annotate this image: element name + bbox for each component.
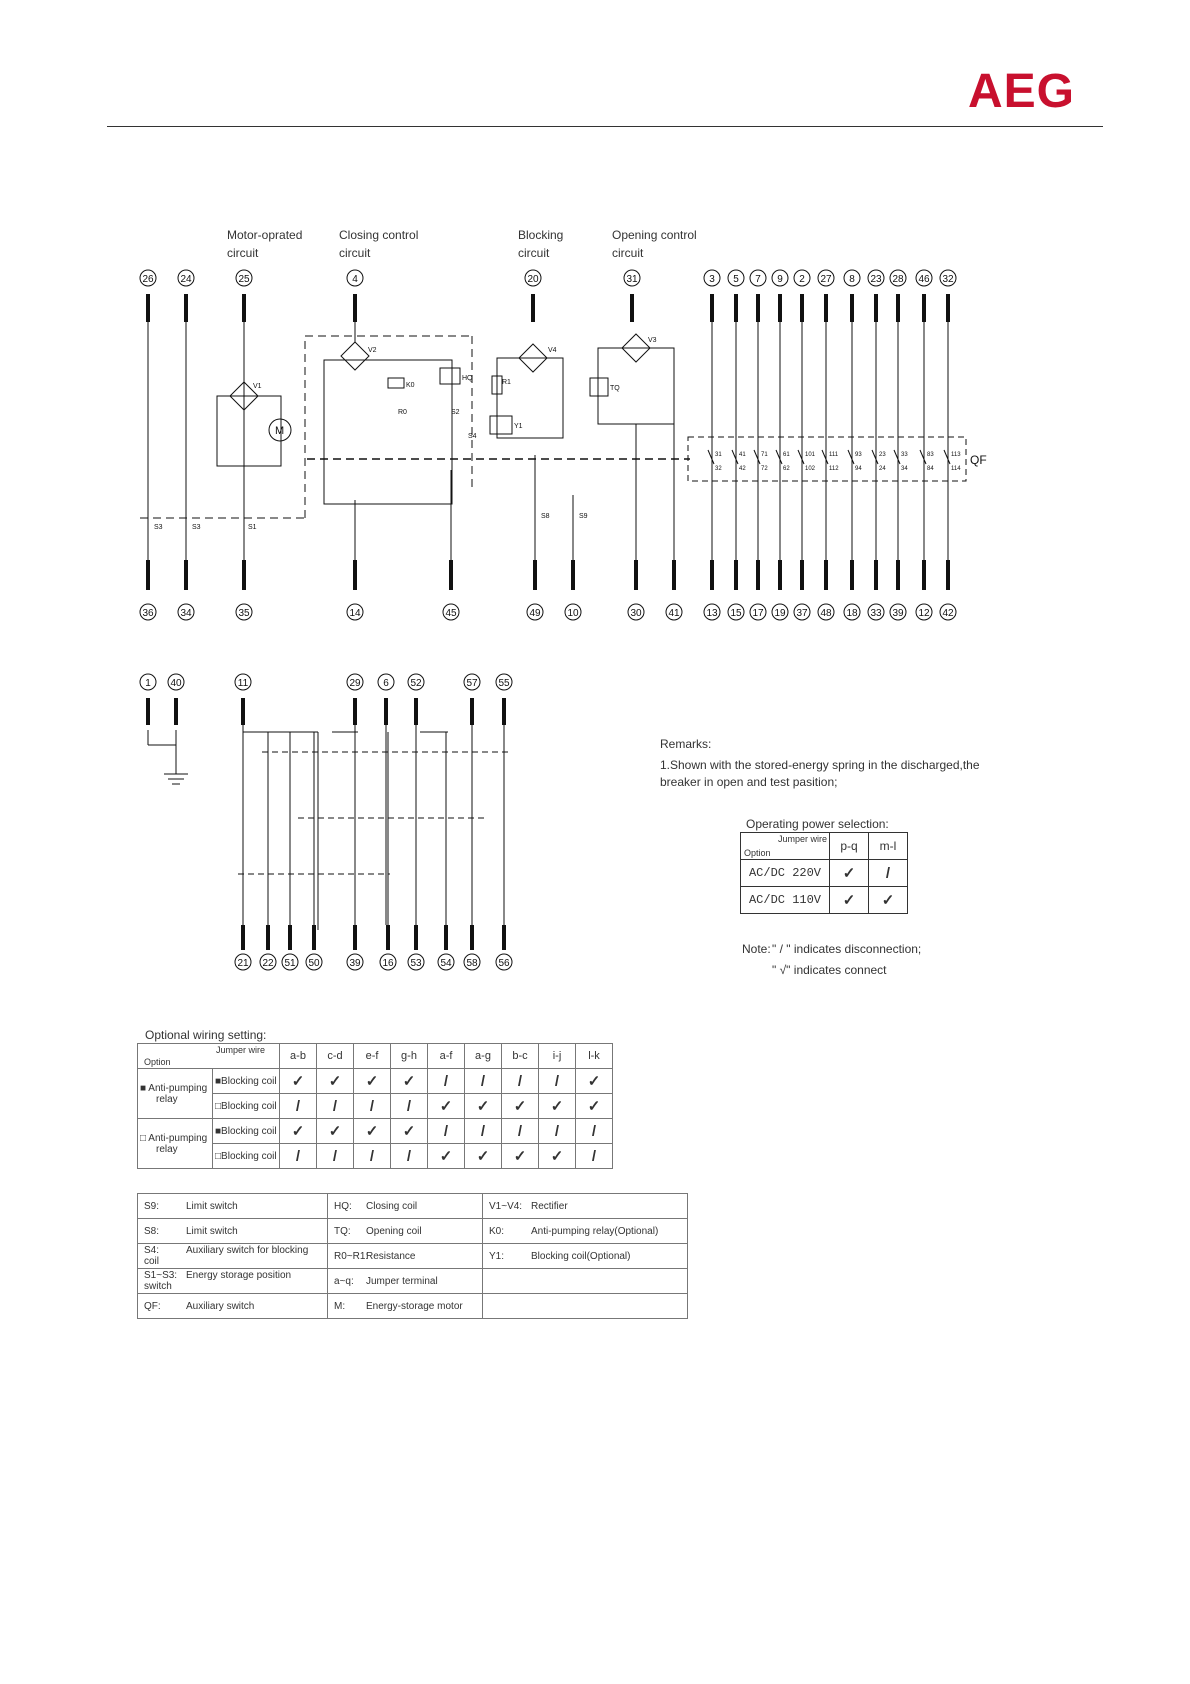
qf-contact (732, 450, 738, 464)
wiring-table: Jumper wire Option a-b c-d e-f g-h a-f a-g b-c i-j l-k ■ Anti-pumping relay ■Blocking coil ✓ ✓ ✓ ✓ / / / / ✓ □Blocking coil / / / / ✓ ✓ ✓ ✓ ✓ □ Anti-pumping relay ■Blocking coil ✓ ✓ ✓ ✓ / / / / / □Blocking coil / / / / ✓ ✓ ✓ ✓ / (137, 1043, 613, 1169)
terminal-bottom: 35 (238, 608, 250, 619)
terminal-aux-top: 6 (383, 678, 389, 689)
qf-contact-label: 93 (855, 452, 862, 458)
svg-text:S9: S9 (579, 513, 588, 520)
terminal-bottom: 34 (180, 608, 192, 619)
terminal-bottom: 30 (630, 608, 642, 619)
terminal-aux-bottom: 22 (262, 958, 274, 969)
qf-contact (754, 450, 760, 464)
svg-text:V1: V1 (253, 383, 262, 390)
legend-row: S9: Limit switch HQ: Closing coil V1~V4: Rectifier (138, 1194, 688, 1219)
terminal-bottom: 33 (870, 608, 882, 619)
qf-contact-label: 113 (951, 452, 961, 458)
title-motor-circuit: Motor-oprated circuit (227, 228, 303, 260)
qf-contact-label: 32 (715, 466, 722, 472)
power-selection-table: Jumper wire Option p-q m-l AC/DC 220V ✓ / AC/DC 110V ✓ ✓ (740, 832, 908, 914)
terminal-bottom: 15 (730, 608, 742, 619)
terminal-aux-bottom: 51 (284, 958, 296, 969)
svg-text:S1: S1 (248, 524, 257, 531)
svg-text:V3: V3 (648, 337, 657, 344)
terminal-aux-bottom: 50 (308, 958, 320, 969)
terminal-top: 28 (892, 274, 904, 285)
svg-text:S2: S2 (451, 409, 460, 416)
svg-text:S3: S3 (192, 524, 201, 531)
svg-text:V2: V2 (368, 347, 377, 354)
legend-row: QF: Auxiliary switch M: Energy-storage motor (138, 1294, 688, 1319)
qf-contact-label: 84 (927, 466, 934, 472)
qf-contact-label: 23 (879, 452, 886, 458)
terminal-aux-bottom: 56 (498, 958, 510, 969)
qf-label: QF (970, 453, 987, 467)
legend-row: S4: Auxiliary switch for blocking coil R0~R1:Resistance Y1: Blocking coil(Optional) (138, 1244, 688, 1269)
terminal-top: 9 (777, 274, 783, 285)
terminal-top: 25 (238, 274, 250, 285)
terminal-top: 46 (918, 274, 930, 285)
qf-contact (872, 450, 878, 464)
legend-table (137, 1193, 688, 1319)
terminal-top: 4 (352, 274, 358, 285)
svg-text:HQ: HQ (462, 375, 473, 382)
terminal-bottom: 48 (820, 608, 832, 619)
note-disconnection: " / " indicates disconnection; (772, 942, 922, 956)
qf-contact-label: 112 (829, 466, 839, 472)
terminal-top: 27 (820, 274, 832, 285)
qf-contact-label: 42 (739, 466, 746, 472)
terminal-bottom: 19 (774, 608, 786, 619)
terminal-bottom: 36 (142, 608, 154, 619)
terminal-bottom: 18 (846, 608, 858, 619)
qf-contact (776, 450, 782, 464)
qf-contact-label: 61 (783, 452, 790, 458)
title-opening-circuit: Opening control circuit (612, 228, 697, 260)
terminal-bottom: 12 (918, 608, 930, 619)
terminal-aux-top: 1 (145, 678, 151, 689)
svg-text:S4: S4 (468, 433, 477, 440)
remarks-line-2: breaker in open and test pasition; (660, 775, 838, 789)
terminal-top: 5 (733, 274, 739, 285)
qf-contact (708, 450, 714, 464)
qf-contact-label: 34 (901, 466, 908, 472)
terminal-top: 20 (527, 274, 539, 285)
terminal-top: 7 (755, 274, 761, 285)
qf-contact-label: 24 (879, 466, 886, 472)
terminal-aux-bottom: 53 (410, 958, 422, 969)
qf-contact (894, 450, 900, 464)
terminal-top: 2 (799, 274, 805, 285)
terminal-bottom: 37 (796, 608, 808, 619)
wiring-title: Optional wiring setting: (145, 1028, 267, 1042)
terminal-bottom: 41 (668, 608, 680, 619)
qf-contact-label: 83 (927, 452, 934, 458)
qf-contact (944, 450, 950, 464)
qf-contact-label: 33 (901, 452, 908, 458)
terminal-bottom: 10 (567, 608, 579, 619)
terminal-bottom: 45 (445, 608, 457, 619)
wiring-row: □Blocking coil / / / / ✓ ✓ ✓ ✓ / (138, 1144, 613, 1169)
qf-contact-label: 62 (783, 466, 790, 472)
qf-contact-label: 102 (805, 466, 816, 472)
motor-symbol: M (275, 425, 285, 437)
terminal-top: 32 (942, 274, 954, 285)
qf-contact-label: 111 (829, 452, 839, 458)
aeg-logo: AEG (968, 65, 1076, 118)
svg-text:S8: S8 (541, 513, 550, 520)
title-closing-circuit: Closing control circuit (339, 228, 419, 260)
svg-text:K0: K0 (406, 382, 415, 389)
qf-contact (848, 450, 854, 464)
terminal-aux-bottom: 21 (237, 958, 249, 969)
svg-text:Y1: Y1 (514, 423, 523, 430)
title-blocking-circuit: Blocking circuit (518, 228, 564, 260)
terminal-bottom: 13 (706, 608, 718, 619)
terminal-aux-bottom: 58 (466, 958, 478, 969)
terminal-top: 24 (180, 274, 192, 285)
terminal-bottom: 14 (349, 608, 361, 619)
note-connect: " √" indicates connect (772, 963, 887, 977)
power-selection-title: Operating power selection: (746, 817, 889, 831)
wiring-row: ■ Anti-pumping relay ■Blocking coil ✓ ✓ ✓ ✓ / / / / ✓ (138, 1069, 613, 1094)
qf-contact (798, 450, 804, 464)
terminal-top: 3 (709, 274, 715, 285)
qf-contact-label: 72 (761, 466, 768, 472)
qf-contact (822, 450, 828, 464)
terminal-aux-bottom: 54 (440, 958, 452, 969)
terminal-aux-top: 29 (349, 678, 361, 689)
qf-contact-label: 101 (805, 452, 816, 458)
wiring-row: □Blocking coil / / / / ✓ ✓ ✓ ✓ ✓ (138, 1094, 613, 1119)
svg-text:S3: S3 (154, 524, 163, 531)
terminal-bottom: 42 (942, 608, 954, 619)
terminal-top: 23 (870, 274, 882, 285)
note-label: Note: (742, 942, 771, 956)
terminal-aux-top: 52 (410, 678, 422, 689)
terminal-top: 31 (626, 274, 638, 285)
svg-text:V4: V4 (548, 347, 557, 354)
terminal-top: 8 (849, 274, 855, 285)
terminal-bottom: 39 (892, 608, 904, 619)
legend-row: S8: Limit switch TQ: Opening coil K0: Anti-pumping relay(Optional) (138, 1219, 688, 1244)
terminal-aux-bottom: 39 (349, 958, 361, 969)
terminal-aux-top: 11 (237, 678, 249, 689)
terminal-aux-top: 55 (498, 678, 510, 689)
terminal-bottom: 17 (752, 608, 764, 619)
terminal-aux-bottom: 16 (382, 958, 394, 969)
svg-text:R0: R0 (398, 409, 407, 416)
remarks-title: Remarks: (660, 737, 712, 751)
qf-contact-label: 71 (761, 452, 768, 458)
terminal-aux-top: 57 (466, 678, 478, 689)
legend-row: S1~S3: Energy storage position switch a~q: Jumper terminal (138, 1269, 688, 1294)
qf-contact-label: 41 (739, 452, 746, 458)
terminal-top: 26 (142, 274, 154, 285)
qf-contact-label: 31 (715, 452, 722, 458)
wiring-row: □ Anti-pumping relay ■Blocking coil ✓ ✓ ✓ ✓ / / / / / (138, 1119, 613, 1144)
terminal-aux-top: 40 (170, 678, 182, 689)
svg-text:R1: R1 (502, 379, 511, 386)
svg-text:TQ: TQ (610, 385, 620, 392)
qf-contact-label: 94 (855, 466, 862, 472)
terminal-bottom: 49 (529, 608, 541, 619)
qf-contact-label: 114 (951, 466, 961, 472)
remarks-line-1: 1.Shown with the stored-energy spring in the discharged,the (660, 758, 980, 772)
qf-contact (920, 450, 926, 464)
